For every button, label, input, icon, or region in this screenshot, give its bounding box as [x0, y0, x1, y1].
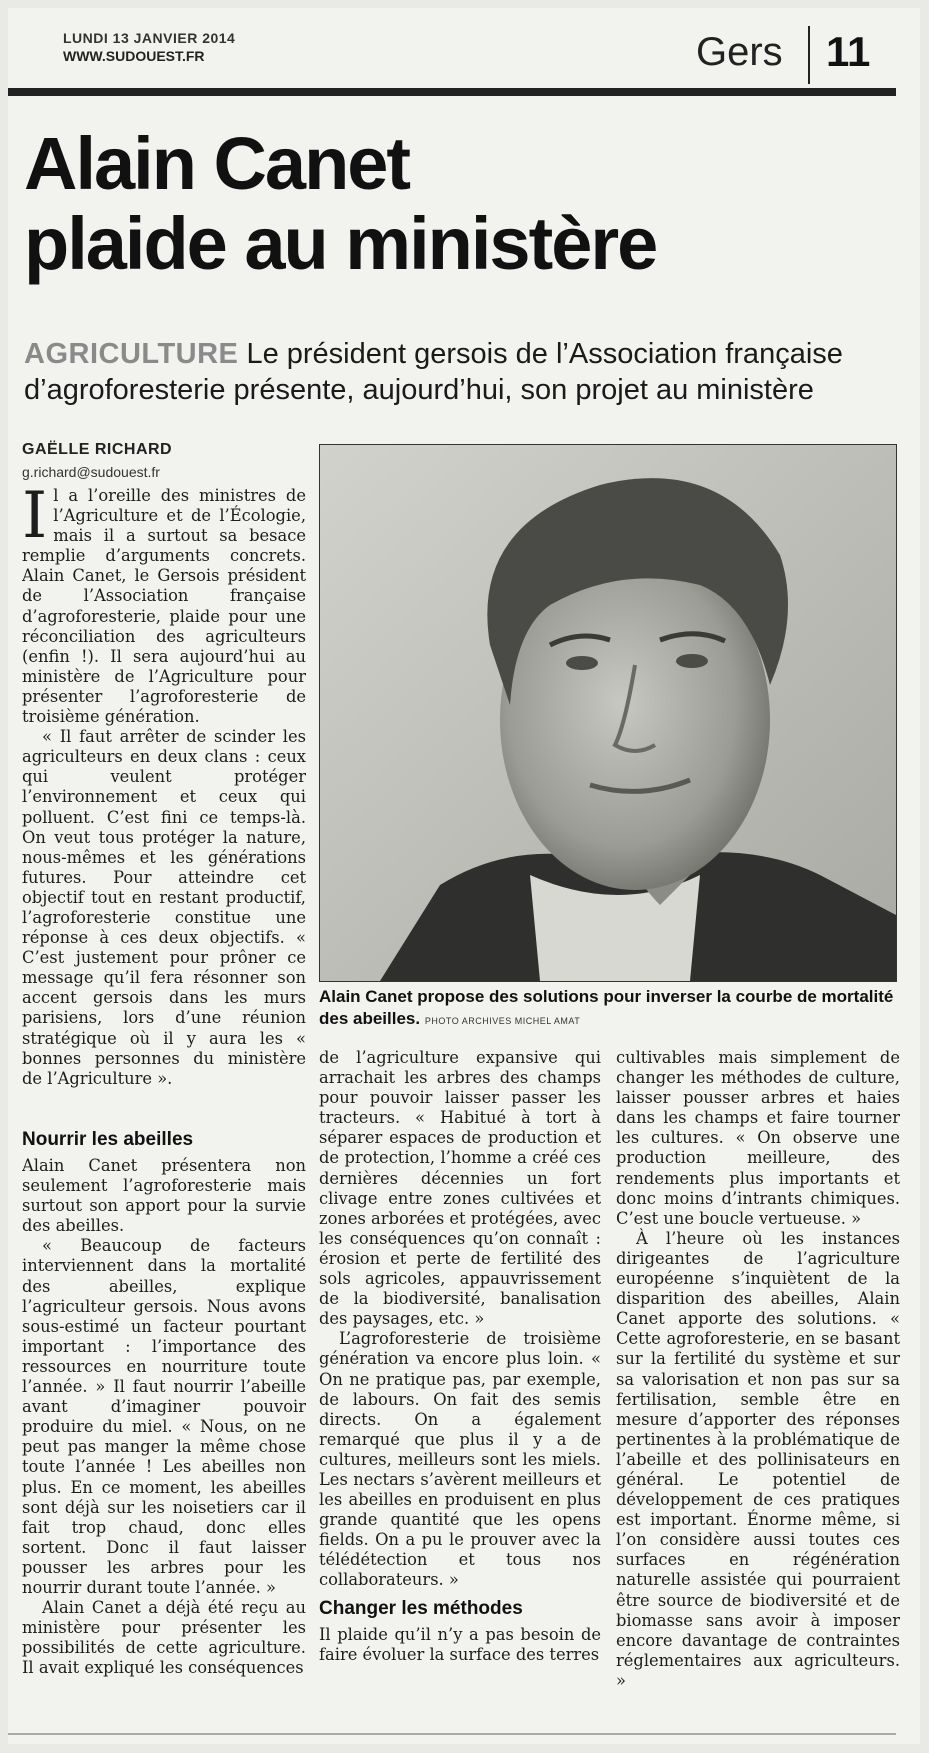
- newspaper-page: [8, 8, 920, 1744]
- paragraph-5: Alain Canet a déjà été reçu au ministère pour présenter les possibilités de cette agriculture. Il avait expliqué les conséquences: [22, 1598, 306, 1678]
- subhead-nourrir: Nourrir les abeilles: [22, 1129, 194, 1150]
- paragraph-6: de l’agriculture expansive qui arrachait les arbres des champs pour pouvoir laisser passer les tracteurs. « Habitué à tort à séparer espaces de production et de protection, l’homme a créé ces dernières décennies un fort clivage entre zones cultivées et zones arborées et protégées, avec les conséquences qu’on connaît : érosion et perte de fertilité des sols agricoles, appauvrissement de la biodiversité, banalisation des paysages, etc. »: [319, 1048, 601, 1329]
- column-1-top: [22, 486, 306, 1108]
- paragraph-1: Il a l’oreille des ministres de l’Agriculture et de l’Écologie, mais il a surtout sa besace remplie d’arguments concrets. Alain Canet, le Gersois président de l’Association française d’agroforesterie, plaide pour une réconciliation des agriculteurs (enfin !). Il sera aujourd’hui au ministère de l’Agriculture pour présenter l’agroforesterie de troisième génération.: [22, 486, 306, 727]
- author-email: g.richard@sudouest.fr: [22, 464, 160, 480]
- subhead-changer: Changer les méthodes: [319, 1597, 523, 1619]
- column-1-bottom: [22, 1128, 306, 1740]
- issue-date: LUNDI 13 JANVIER 2014: [63, 30, 236, 46]
- paragraph-10: À l’heure où les instances dirigeantes de l’agriculture européenne s’inquiètent de la disparition des abeilles, Alain Canet apporte des solutions. « Cette agroforesterie, en se basant sur la fertilité du système et sur sa valorisation et non pas sur sa fertilisation, semble être en mesure d’apporter des réponses pertinentes à la problématique de l’abeille et des pollinisateurs en général. Le potentiel de développement de ces pratiques est important. Énorme même, si l’on considère aussi toutes ces surfaces en régénération naturelle assistée qui pourraient être source de biodiversité et de biomasse sans avoir à imposer encore davantage de contraintes réglementaires aux agriculteurs. »: [616, 1228, 900, 1690]
- header-divider: [808, 26, 810, 84]
- photo-caption: [319, 986, 899, 1032]
- header-rule: [8, 88, 896, 96]
- photo-credit: PHOTO ARCHIVES MICHEL AMAT: [424, 1016, 581, 1026]
- column-2: [319, 1048, 601, 1740]
- paragraph-7: L’agroforesterie de troisième génération va encore plus loin. « On ne pratique pas, par exemple, de labours. On fait des semis directs. On a également remarqué que plus il y a de cultures, meilleurs sont les miels. Les nectars s’avèrent meilleurs et les abeilles en produisent en plus grande quantité que les opens fields. On a pu le prouver avec la télédétection et tous nos collaborateurs. »: [319, 1329, 601, 1590]
- paragraph-8: Il plaide qu’il n’y a pas besoin de faire évoluer la surface des terres: [319, 1624, 601, 1664]
- bottom-rule: [8, 1733, 896, 1735]
- paragraph-2: « Il faut arrêter de scinder les agriculteurs en deux clans : ceux qui veulent protéger l’environnement et ceux qui polluent. C’est fini ce temps-là. On veut tous protéger la nature, nous-mêmes et les générations futures. Pour atteindre cet objectif tout en restant productif, l’agroforesterie constitue une réponse à ces deux objectifs. « C’est justement pour prôner ce message qu’il fera résonner son accent gersois dans les murs parisiens, lors d’une réunion stratégique où il y aura les « bonnes personnes du ministère de l’Agriculture ».: [22, 727, 306, 1088]
- paragraph-3: Alain Canet présentera non seulement l’agroforesterie mais surtout son apport pour la survie des abeilles.: [22, 1156, 306, 1236]
- author-byline: GAËLLE RICHARD: [22, 441, 173, 458]
- section-name: Gers: [696, 30, 783, 74]
- portrait-illustration: [320, 445, 896, 981]
- deck-text: Le président gersois de l’Association française d’agroforesterie présente, aujourd’hui, son projet au ministère: [24, 338, 843, 406]
- page-number: 11: [826, 28, 871, 75]
- kicker: AGRICULTURE: [24, 338, 239, 370]
- portrait-photo: [319, 444, 897, 982]
- caption-text: Alain Canet propose des solutions pour inverser la courbe de mortalité des abeilles.: [319, 987, 894, 1028]
- dropcap: I: [22, 486, 48, 553]
- paragraph-9: cultivables mais simplement de changer les méthodes de culture, laisser pousser arbres et haies dans les champs et faire tourner les cultures. « On observe une production meilleure, des rendements plus importants et donc moins d’intrants chimiques. C’est une boucle vertueuse. »: [616, 1048, 900, 1228]
- column-3: [616, 1048, 900, 1740]
- headline-line-2: plaide au ministère: [24, 202, 657, 285]
- standfirst: [24, 336, 884, 408]
- paragraph-4: « Beaucoup de facteurs interviennent dans la mortalité des abeilles, explique l’agriculteur gersois. Nous avons sous-estimé un facteur pourtant important : l’importance des ressources en nourriture toute l’année. » Il faut nourrir l’abeille avant d’imaginer pouvoir produire du miel. « Nous, on ne peut pas manger la même chose toute l’année ! Les abeilles non plus. En ce moment, les abeilles sont déjà sur les noisetiers car il fait trop chaud, donc elles sortent. Donc il faut laisser pousser les arbres pour les nourrir durant toute l’année. »: [22, 1236, 306, 1597]
- site-url: WWW.SUDOUEST.FR: [63, 48, 205, 64]
- headline-line-1: Alain Canet: [24, 122, 410, 205]
- headline: [24, 124, 884, 284]
